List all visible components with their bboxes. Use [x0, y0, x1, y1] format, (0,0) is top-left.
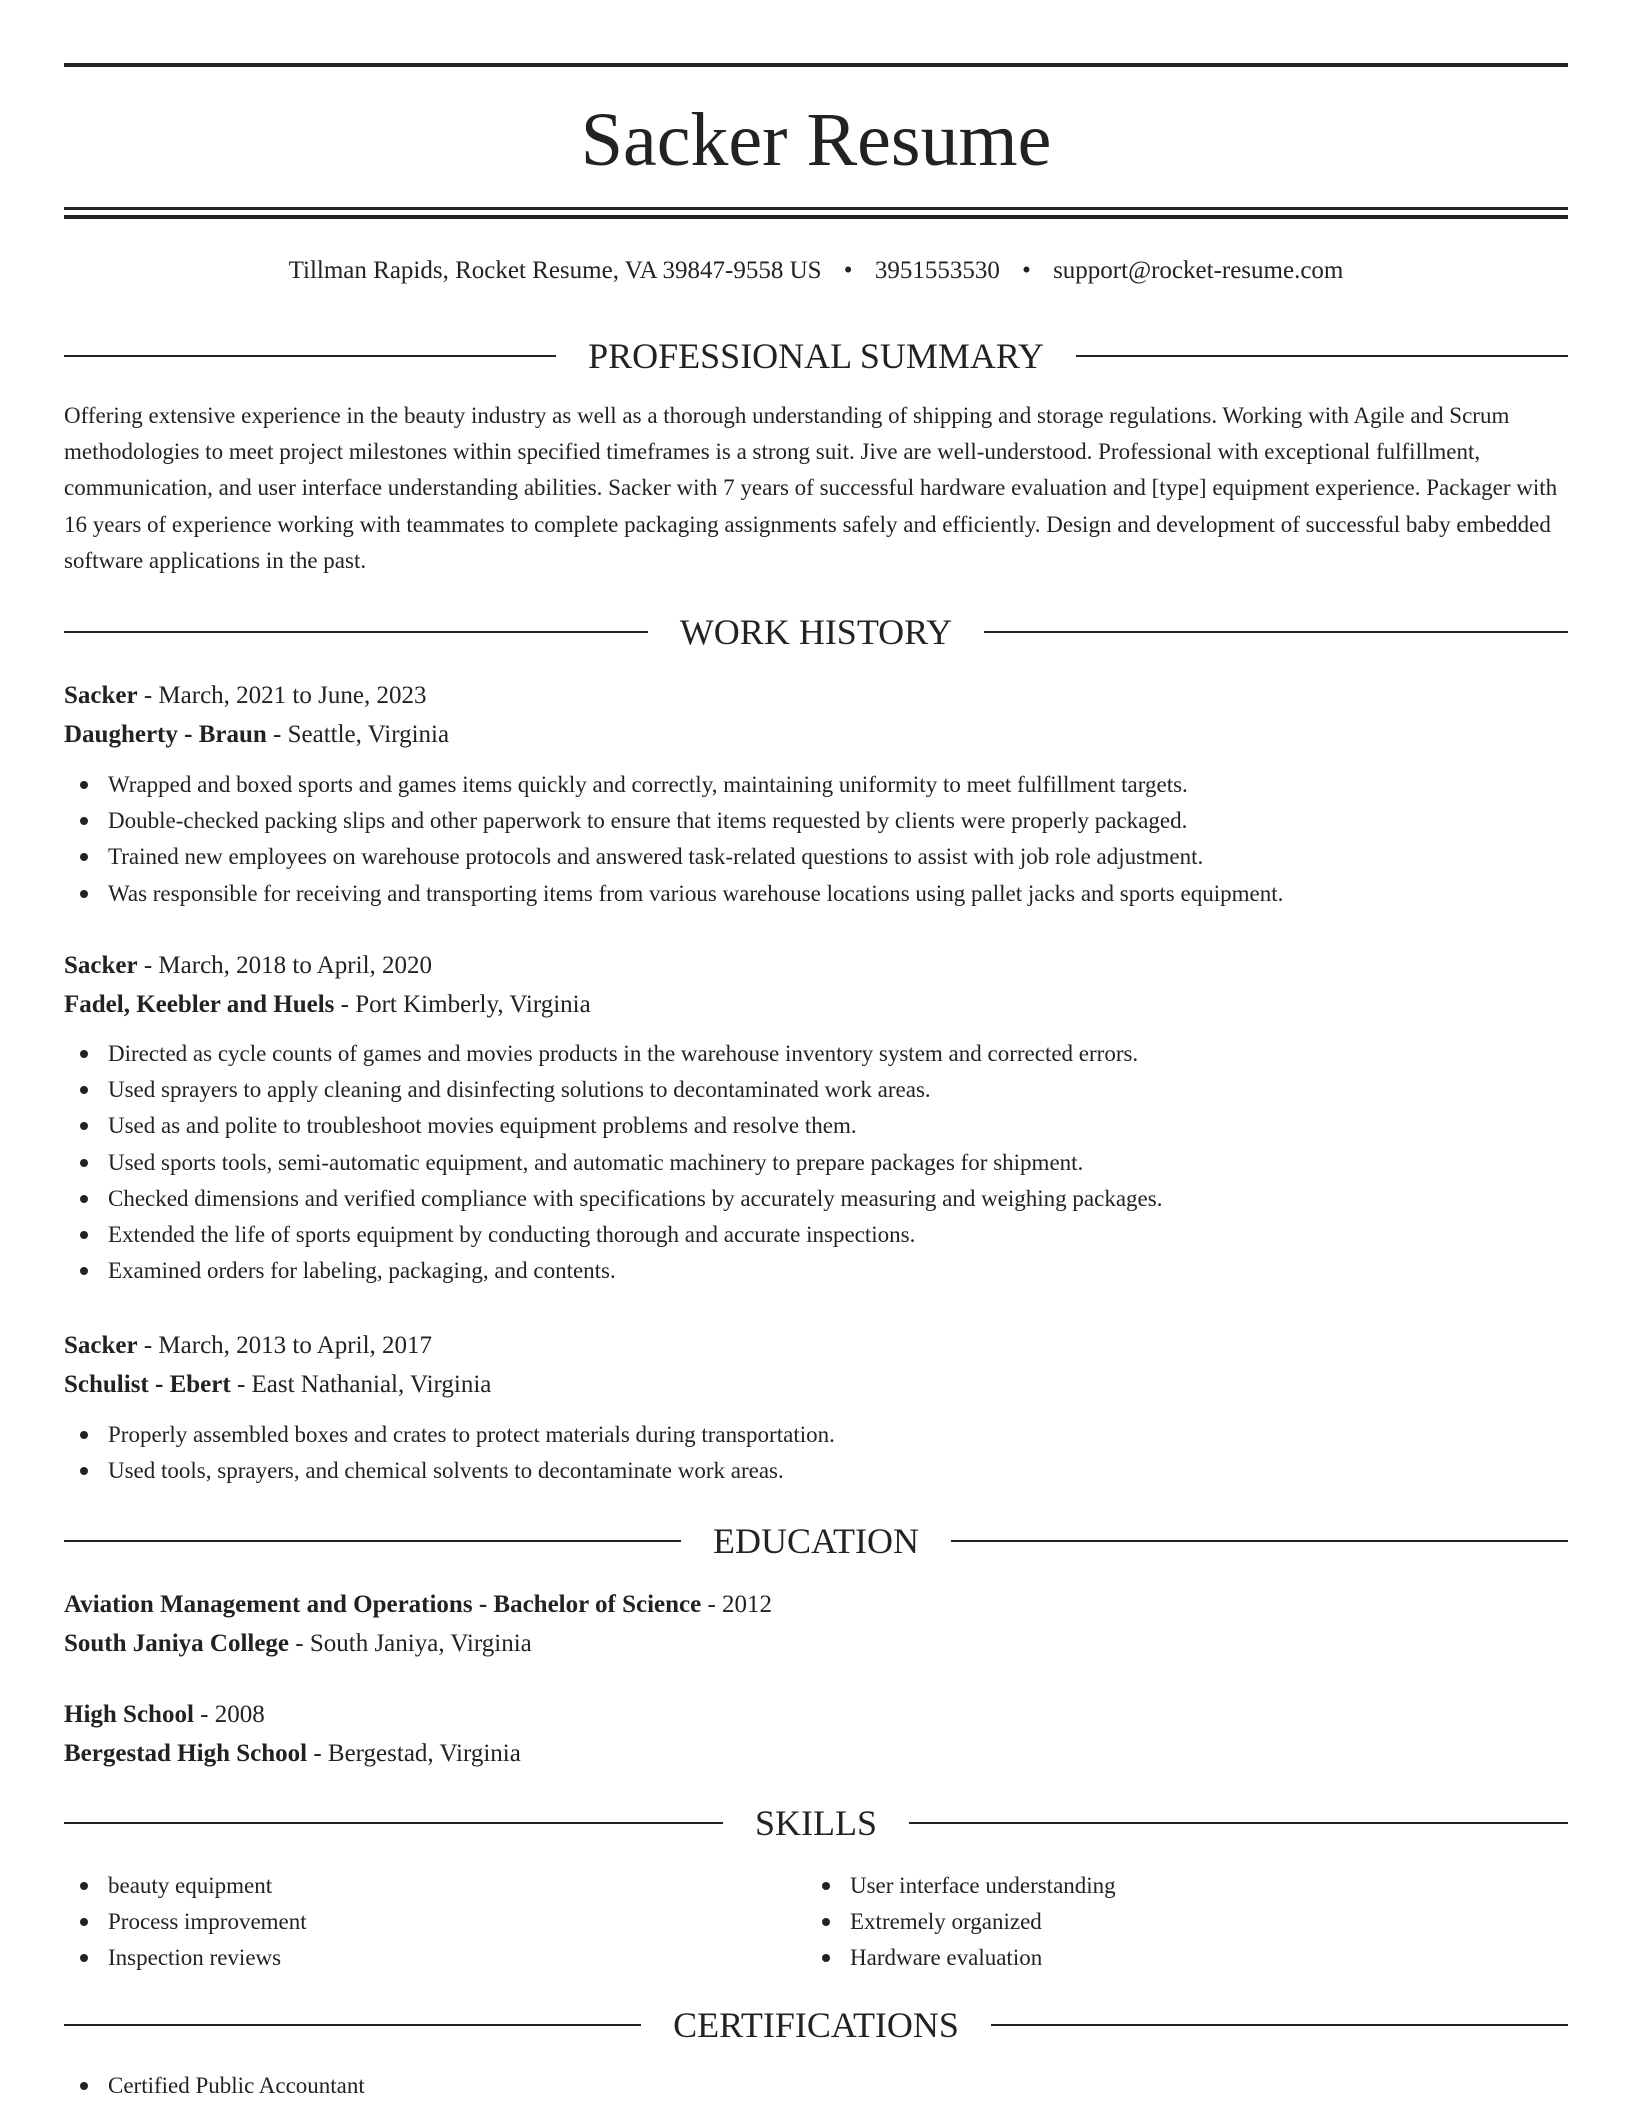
- job-entry: [64, 946, 1568, 1289]
- education-location: - Bergestad, Virginia: [307, 1740, 521, 1767]
- list-item: Double-checked packing slips and other paperwork to ensure that items requested by clients were properly packaged.: [64, 803, 1568, 839]
- job-bullets: [64, 767, 1568, 912]
- list-item: Was responsible for receiving and transporting items from various warehouse locations using pallet jacks and sports equipment.: [64, 876, 1568, 912]
- list-item: Used sprayers to apply cleaning and disinfecting solutions to decontaminated work areas.: [64, 1072, 1568, 1108]
- heading-rule: [64, 1822, 723, 1824]
- list-item: Used as and polite to troubleshoot movies equipment problems and resolve them.: [64, 1108, 1568, 1144]
- job-location: - Port Kimberly, Virginia: [334, 991, 591, 1018]
- job-company: Schulist - Ebert: [64, 1371, 231, 1398]
- contact-separator: •: [843, 257, 853, 284]
- heading-rule: [64, 2024, 641, 2026]
- education-entry: [64, 1695, 1568, 1773]
- heading-rule: [991, 2024, 1568, 2026]
- contact-separator: •: [1022, 257, 1031, 284]
- job-entry: [64, 1326, 1568, 1489]
- job-company-line: [64, 1365, 1568, 1404]
- job-dates: - March, 2018 to April, 2020: [137, 952, 433, 979]
- education-year: - 2012: [701, 1591, 773, 1618]
- heading-rule: [909, 1822, 1568, 1824]
- education-school-line: [64, 1624, 1568, 1663]
- list-item: Wrapped and boxed sports and games items quickly and correctly, maintaining uniformity to meet fulfillment targets.: [64, 767, 1568, 803]
- education-school: South Janiya College: [64, 1630, 290, 1657]
- job-company-line: [64, 715, 1568, 754]
- list-item: Examined orders for labeling, packaging, and contents.: [64, 1253, 1568, 1289]
- section-heading-education: [64, 1519, 1568, 1563]
- skills-list: [64, 1868, 1568, 1977]
- heading-rule: [951, 1540, 1568, 1542]
- list-item: Extremely organized: [806, 1904, 1548, 1940]
- education-school-line: [64, 1734, 1568, 1773]
- education-degree-line: [64, 1695, 1568, 1734]
- skills-column-right: [806, 1868, 1548, 1977]
- top-rule: [64, 63, 1568, 67]
- education-degree-line: [64, 1585, 1568, 1624]
- job-company: Fadel, Keebler and Huels: [64, 991, 335, 1018]
- education-degree: High School: [64, 1701, 194, 1728]
- job-bullets: [64, 1036, 1568, 1289]
- job-title: Sacker: [64, 952, 138, 979]
- job-location: - East Nathanial, Virginia: [230, 1371, 492, 1398]
- summary-text: Offering extensive experience in the beauty industry as well as a thorough understanding of shipping and storage regulations. Working with Agile and Scrum methodologies to meet project milestones within specified timeframes is a strong suit. Jive are well-understood. Professional with exceptional fulfillment, communication, and user interface understanding abilities. Sacker with 7 years of successful hardware evaluation and [type] equipment experience. Packager with 16 years of experience working with teammates to complete packaging assignments safely and efficiently. Design and development of successful baby embedded software applications in the past.: [64, 403, 1558, 573]
- certifications-list: [64, 2068, 1568, 2104]
- heading-rule: [1076, 355, 1568, 357]
- section-heading-work-history: [64, 610, 1568, 654]
- contact-address: Tillman Rapids, Rocket Resume, VA 39847-9558 US: [288, 257, 822, 284]
- education-degree: Aviation Management and Operations - Bachelor of Science: [64, 1591, 702, 1618]
- job-entry: [64, 676, 1568, 912]
- list-item: Process improvement: [64, 1904, 806, 1940]
- contact-line: [64, 253, 1568, 289]
- contact-email: support@rocket-resume.com: [1053, 257, 1344, 284]
- education-school: Bergestad High School: [64, 1740, 308, 1767]
- list-item: Certified Public Accountant: [64, 2068, 1568, 2104]
- section-heading-certifications: [64, 2003, 1568, 2047]
- job-title: Sacker: [64, 682, 138, 709]
- contact-phone: 3951553530: [874, 257, 1000, 284]
- job-location: - Seattle, Virginia: [266, 721, 450, 748]
- skills-column-left: [64, 1868, 806, 1977]
- list-item: Inspection reviews: [64, 1940, 806, 1976]
- heading-label: WORK HISTORY: [679, 612, 953, 652]
- certifications-items: [64, 2068, 1568, 2104]
- list-item: Used sports tools, semi-automatic equipment, and automatic machinery to prepare packages for shipment.: [64, 1145, 1568, 1181]
- list-item: beauty equipment: [64, 1868, 806, 1904]
- job-title-line: [64, 676, 1568, 715]
- heading-label: CERTIFICATIONS: [673, 2005, 959, 2045]
- heading-rule: [64, 631, 648, 633]
- heading-label: SKILLS: [755, 1803, 878, 1843]
- heading-label: PROFESSIONAL SUMMARY: [588, 336, 1044, 376]
- section-heading-skills: [64, 1801, 1568, 1845]
- title-rule-lower: [64, 215, 1568, 219]
- heading-label: EDUCATION: [713, 1521, 919, 1561]
- list-item: Extended the life of sports equipment by conducting thorough and accurate inspections.: [64, 1217, 1568, 1253]
- section-heading-summary: [64, 334, 1568, 378]
- list-item: Directed as cycle counts of games and movies products in the warehouse inventory system and corrected errors.: [64, 1036, 1568, 1072]
- heading-rule: [64, 1540, 681, 1542]
- education-entry: [64, 1585, 1568, 1663]
- job-company: Daugherty - Braun: [64, 721, 267, 748]
- job-company-line: [64, 985, 1568, 1024]
- job-title: Sacker: [64, 1332, 138, 1359]
- list-item: Hardware evaluation: [806, 1940, 1548, 1976]
- education-location: - South Janiya, Virginia: [289, 1630, 532, 1657]
- list-item: Used tools, sprayers, and chemical solvents to decontaminate work areas.: [64, 1453, 1568, 1489]
- list-item: Properly assembled boxes and crates to protect materials during transportation.: [64, 1417, 1568, 1453]
- list-item: Checked dimensions and verified compliance with specifications by accurately measuring and weighing packages.: [64, 1181, 1568, 1217]
- job-title-line: [64, 1326, 1568, 1365]
- heading-rule: [984, 631, 1568, 633]
- list-item: Trained new employees on warehouse protocols and answered task-related questions to assist with job role adjustment.: [64, 839, 1568, 875]
- job-dates: - March, 2021 to June, 2023: [137, 682, 427, 709]
- job-dates: - March, 2013 to April, 2017: [137, 1332, 433, 1359]
- job-title-line: [64, 946, 1568, 985]
- title-rule-upper: [64, 207, 1568, 210]
- education-year: - 2008: [193, 1701, 265, 1728]
- list-item: User interface understanding: [806, 1868, 1548, 1904]
- job-bullets: [64, 1417, 1568, 1489]
- heading-rule: [64, 355, 556, 357]
- page-title: Sacker Resume: [580, 98, 1052, 182]
